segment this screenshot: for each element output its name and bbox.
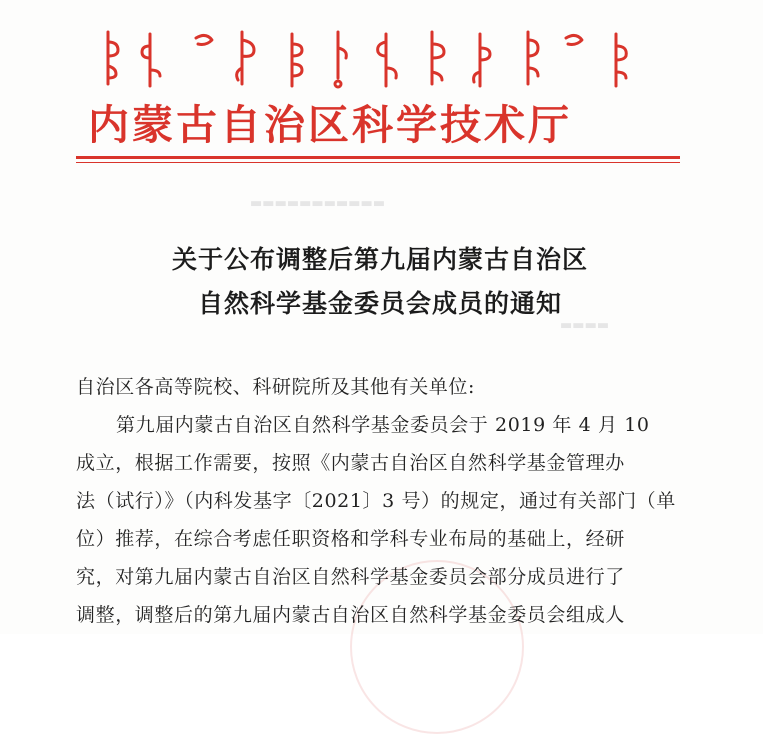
addressee: 自治区各高等院校、科研院所及其他有关单位: [76,376,476,398]
mongolian-script-header [96,28,656,90]
header-divider-thin [76,162,680,163]
bleed-through-mark: ▬▬▬▬▬▬▬▬▬▬▬ [250,196,386,211]
bleed-through-mark: ▬▬▬▬ [560,318,610,333]
paragraph-line: 调整，调整后的第九届内蒙古自治区自然科学基金委员会组成人 [76,604,625,626]
document-title-line-1: 关于公布调整后第九届内蒙古自治区 [171,245,588,274]
paragraph-line: 究，对第九届内蒙古自治区自然科学基金委员会部分成员进行了 [76,566,625,588]
agency-name: 内蒙古自治区科学技术厅 [88,101,572,149]
paragraph-line: 成立，根据工作需要，按照《内蒙古自治区自然科学基金管理办 [76,452,625,474]
paragraph-line: 法（试行）》（内科发基字〔2021〕3 号）的规定，通过有关部门（单 [76,490,676,512]
header-divider-thick [76,156,680,159]
document-title-line-2: 自然科学基金委员会成员的通知 [197,289,562,318]
paragraph-line: 第九届内蒙古自治区自然科学基金委员会于 2019 年 4 月 10 [116,414,650,436]
paragraph-line: 位）推荐，在综合考虑任职资格和学科专业布局的基础上，经研 [76,528,625,550]
